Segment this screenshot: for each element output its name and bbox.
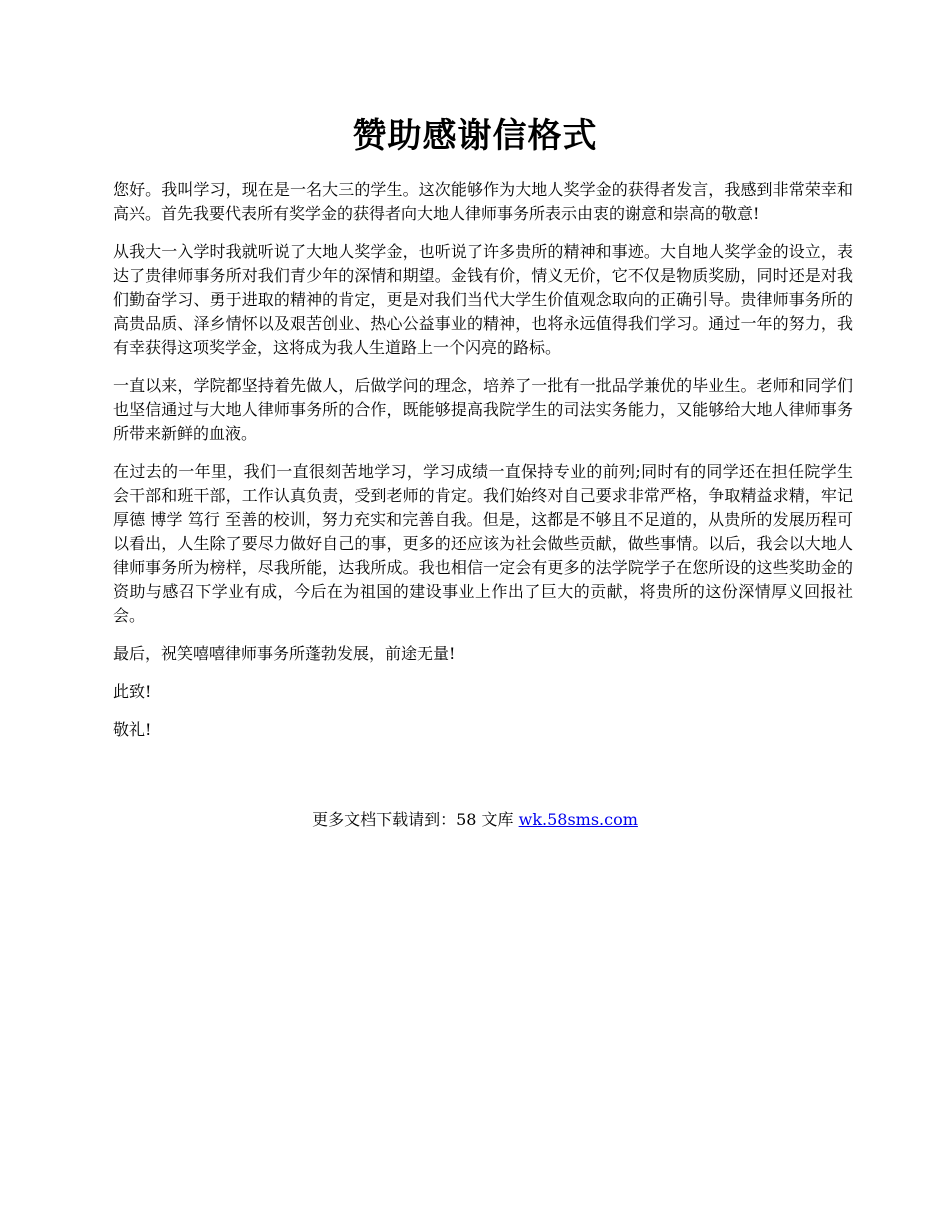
paragraph-2: 从我大一入学时我就听说了大地人奖学金，也听说了许多贵所的精神和事迹。大自地人奖学金的设立，表达了贵律师事务所对我们青少年的深情和期望。金钱有价，情义无价，它不仅是物质奖励，同时还是对我们勤奋学习、勇于进取的精神的肯定，更是对我们当代大学生价值观念取向的正确引导。贵律师事务所的高贵品质、泽乡情怀以及艰苦创业、热心公益事业的精神，也将永远值得我们学习。通过一年的努力，我有幸获得这项奖学金，这将成为我人生道路上一个闪亮的路标。 [113, 242, 853, 357]
paragraph-4: 在过去的一年里，我们一直很刻苦地学习，学习成绩一直保持专业的前列;同时有的同学还在担任院学生会干部和班干部，工作认真负责，受到老师的肯定。我们始终对自己要求非常严格，争取精益求精，牢记厚德 博学 笃行 至善的校训，努力充实和完善自我。但是，这都是不够且不足道的，从贵所的发展历程可以看出，人生除了要尽力做好自己的事，更多的还应该为社会做些贡献，做些事情。以后，我会以大地人律师事务所为榜样，尽我所能，达我所成。我也相信一定会有更多的法学院学子在您所设的这些奖助金的资助与感召下学业有成，今后在为祖国的建设事业上作出了巨大的贡献，将贵所的这份深情厚义回报社会。 [113, 462, 853, 625]
footer-link[interactable]: wk.58sms.com [518, 810, 638, 829]
page-title: 赞助感谢信格式 [352, 116, 598, 156]
closing-regards: 敬礼! [113, 720, 152, 739]
closing-wish: 最后，祝笑嘻嘻律师事务所蓬勃发展，前途无量! [113, 644, 456, 663]
paragraph-3: 一直以来，学院都坚持着先做人，后做学问的理念，培养了一批有一批品学兼优的毕业生。老师和同学们也坚信通过与大地人律师事务所的合作，既能够提高我院学生的司法实务能力，又能够给大地人律师事务所带来新鲜的血液。 [113, 376, 853, 443]
footer-text: 更多文档下载请到：58 文库 [312, 810, 519, 829]
letter-body [113, 178, 853, 756]
closing-salutation: 此致! [113, 682, 152, 701]
footer [0, 808, 950, 832]
paragraph-1: 您好。我叫学习，现在是一名大三的学生。这次能够作为大地人奖学金的获得者发言，我感到非常荣幸和高兴。首先我要代表所有奖学金的获得者向大地人律师事务所表示由衷的谢意和崇高的敬意! [113, 180, 853, 223]
